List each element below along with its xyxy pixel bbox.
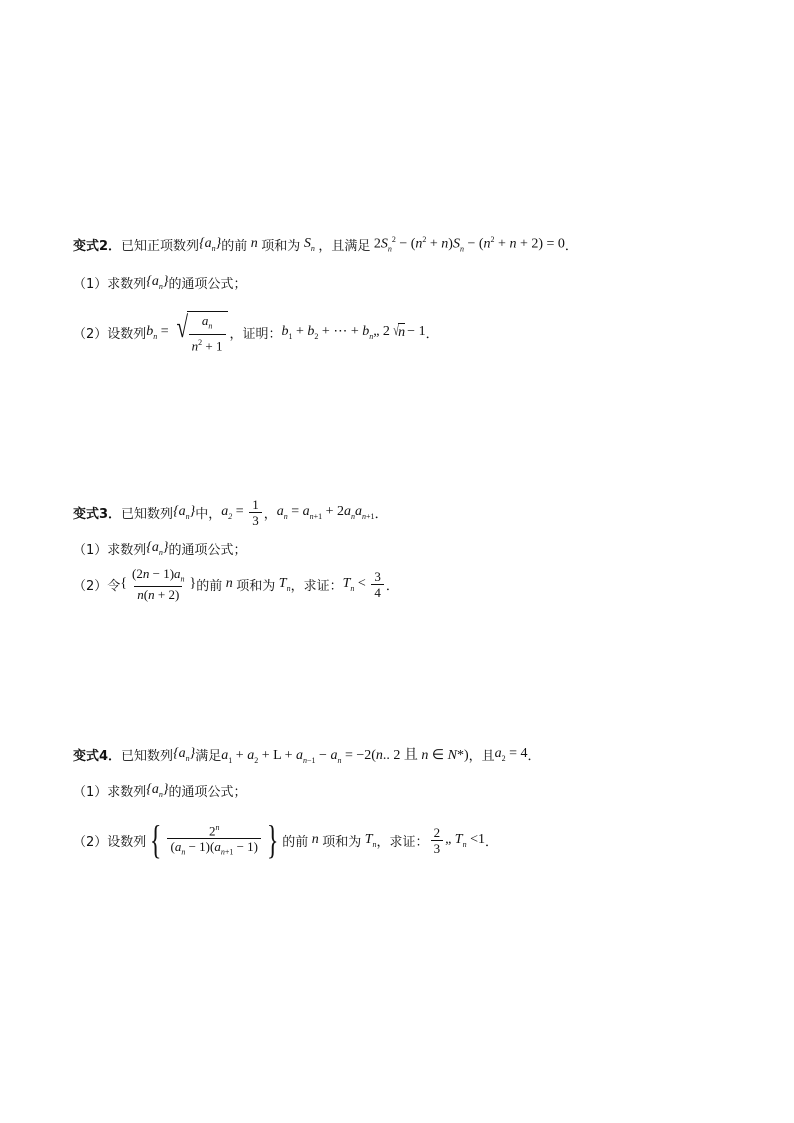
sum-condition: $a_1 + a_2 + L + a_{n-1} - a_n = -2(n$.. 2 且 n ∈ N*) — [221, 747, 469, 765]
problem-3-part-1: （1）求数列 $\{a_n\}$ 的通项公式； — [73, 539, 247, 558]
seq-an: $\{a_n\}$ — [199, 235, 222, 253]
fraction-three-quarters: $\frac{3}{4}$ — [371, 569, 384, 600]
problem-3-stem: 变式3． 已知数列 $\{a_n\}$ 中， $a_2$ = $\frac{1}{3}$ ， $a_n = a_{n+1} + 2a_na_{n+1}$ ． — [73, 496, 388, 528]
problem-4-part-1: （1）求数列 $\{a_n\}$ 的通项公式； — [73, 781, 247, 800]
problem-4-stem: 变式4． 已知数列 $\{a_n\}$ 满足 $a_1 + a_2 + L + a_{n-1} - a_n = -2(n$.. 2 且 n ∈ N*) ，且 $a_2 = 4$ ． — [73, 745, 541, 765]
problem-4-part-2: （2）设数列 { $\frac{2^n}{(a_n - 1)(a_{n+1} - 1)}$ } 的前 n 项和为 $T_n$ ，求证： $\frac{2}{3}$ „ $T_n <1$ ． — [73, 817, 498, 862]
problem-2-part-2: （2）设数列 $b_n$ = √ $\frac{a_n}{n^2 + 1}$ ，证明： $b_1 + b_2$ + ⋯ + $b_n„$ 2 √ n − 1 ． — [73, 311, 439, 353]
equation-sn: $2S_n^2 - (n^2 + n)S_n - (n^2 + n + 2) = 0$ — [370, 234, 565, 254]
problem-2-title: 变式2． — [73, 238, 122, 254]
problem-3-title: 变式3． — [73, 506, 122, 522]
sqrt-expression: √ $\frac{a_n}{n^2 + 1}$ — [174, 311, 227, 353]
fraction-sequence-4: $\frac{2^n}{(a_n - 1)(a_{n+1} - 1)}$ — [167, 820, 261, 860]
fraction-one-third: $\frac{1}{3}$ — [249, 497, 262, 528]
fraction-two-thirds: $\frac{2}{3}$ — [431, 825, 444, 856]
problem-2-stem: 变式2． 已知正项数列 $\{a_n\}$ 的前 n 项和为 $S_n$ ，且满足 $2S_n^2 - (n^2 + n)S_n - (n^2 + n + 2) = 0$ ． — [73, 234, 578, 254]
recurrence-an: $a_n = a_{n+1} + 2a_na_{n+1}$ — [276, 503, 375, 521]
fraction-sequence-3: $\frac{(2n - 1)a_n}{n(n + 2)}$ — [132, 565, 185, 603]
problem-4-title: 变式4． — [73, 748, 122, 764]
problem-2-part-1: （1）求数列 $\{a_n\}$ 的通项公式； — [73, 273, 247, 292]
inequality-b: $b_1 + b_2$ + ⋯ + $b_n„$ 2 — [281, 324, 390, 341]
problem-3-part-2: （2）令 { $\frac{(2n - 1)a_n}{n(n + 2)}$ } 的前 n 项和为 $T_n$ ，求证： $T_n$ < $\frac{3}{4}$ ． — [73, 565, 399, 603]
